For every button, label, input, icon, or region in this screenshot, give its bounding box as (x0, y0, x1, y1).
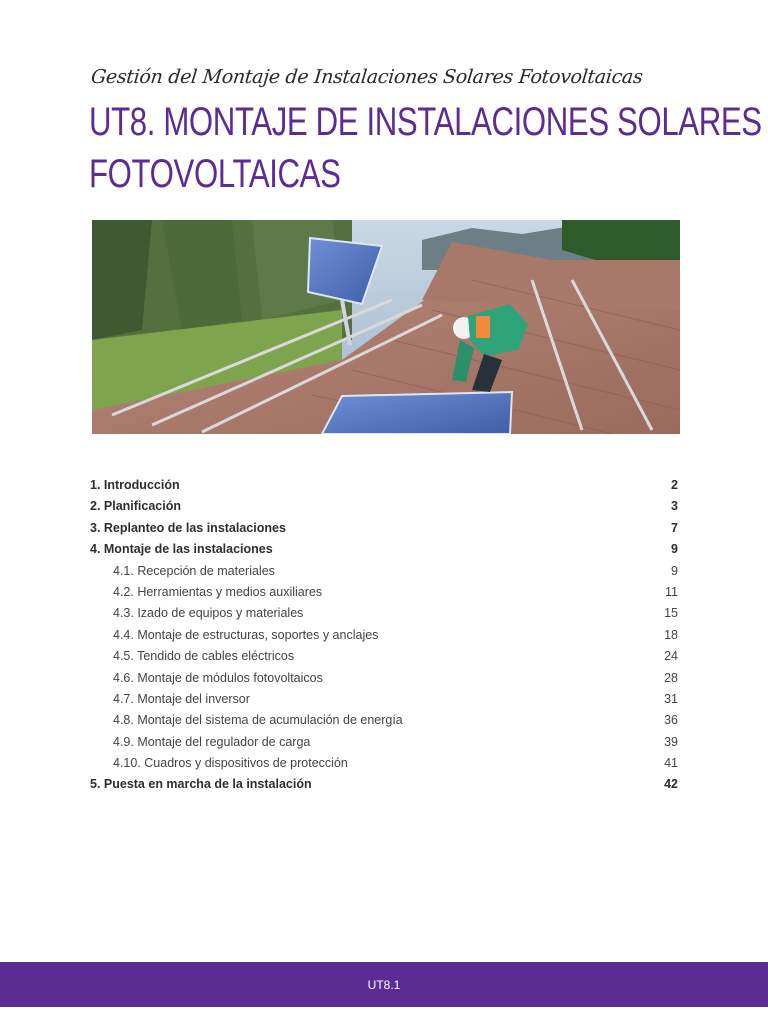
toc-entry[interactable] (90, 753, 678, 774)
toc-entry[interactable] (90, 732, 678, 753)
document-subtitle: Gestión del Montaje de Instalaciones Solares Fotovoltaicas (90, 66, 644, 88)
hero-photo (92, 220, 680, 434)
toc-entry-title: 4.6. Montaje de módulos fotovoltaicos (113, 670, 323, 685)
toc-entry-title: 4.5. Tendido de cables eléctricos (113, 649, 295, 664)
toc-entry-title: 4.4. Montaje de estructuras, soportes y anclajes (113, 627, 379, 642)
toc-entry-title: 4. Montaje de las instalaciones (90, 542, 273, 557)
toc-entry[interactable] (90, 710, 678, 731)
toc-entry-title: 2. Planificación (90, 499, 182, 514)
toc-entry-page: 24 (664, 649, 678, 664)
toc-entry-page: 9 (671, 542, 678, 557)
toc-entry-page: 41 (664, 756, 678, 771)
toc-entry-page: 15 (664, 606, 678, 621)
toc-entry-title: 4.2. Herramientas y medios auxiliares (113, 584, 323, 599)
toc-entry[interactable] (90, 646, 678, 667)
toc-entry-title: 4.7. Montaje del inversor (113, 691, 250, 706)
toc-entry[interactable] (90, 496, 678, 517)
toc-entry-page: 31 (664, 691, 678, 706)
toc-entry[interactable] (90, 668, 678, 689)
toc-entry-title: 4.9. Montaje del regulador de carga (113, 734, 311, 749)
toc-entry-page: 2 (671, 478, 678, 492)
toc-entry-page: 42 (664, 777, 678, 792)
toc-entry-title: 4.1. Recepción de materiales (113, 563, 275, 578)
toc-entry-title: 3. Replanteo de las instalaciones (90, 520, 286, 535)
toc-entry-page: 39 (664, 734, 678, 749)
page-title (89, 96, 762, 200)
toc-entry-page: 7 (671, 520, 678, 535)
toc-entry-page: 28 (664, 670, 678, 685)
page-footer (0, 962, 768, 1007)
page-title-line-2: FOTOVOLTAICAS (89, 152, 341, 196)
toc-entry[interactable] (90, 582, 678, 603)
toc-entry[interactable] (90, 561, 678, 582)
table-of-contents (90, 475, 678, 796)
toc-entry-title: 4.10. Cuadros y dispositivos de protección (113, 756, 348, 771)
page-title-line-1: UT8. MONTAJE DE INSTALACIONES SOLARES (89, 100, 762, 144)
toc-entry-page: 18 (664, 627, 678, 642)
toc-entry[interactable] (90, 603, 678, 624)
toc-entry-title: 4.8. Montaje del sistema de acumulación de energía (113, 713, 403, 728)
toc-entry[interactable] (90, 539, 678, 560)
toc-entry[interactable] (90, 689, 678, 710)
toc-entry[interactable] (90, 518, 678, 539)
toc-entry-title: 5. Puesta en marcha de la instalación (90, 777, 312, 792)
toc-entry[interactable] (90, 475, 678, 496)
toc-entry-page: 36 (664, 713, 678, 728)
toc-entry-title: 1. Introducción (90, 478, 180, 492)
toc-entry-page: 9 (671, 563, 678, 578)
toc-entry-title: 4.3. Izado de equipos y materiales (113, 606, 304, 621)
toc-entry-page: 11 (665, 584, 678, 599)
toc-entry-page: 3 (671, 499, 678, 514)
toc-entry[interactable] (90, 774, 678, 795)
toc-entry[interactable] (90, 625, 678, 646)
footer-page-label: UT8.1 (367, 977, 401, 992)
